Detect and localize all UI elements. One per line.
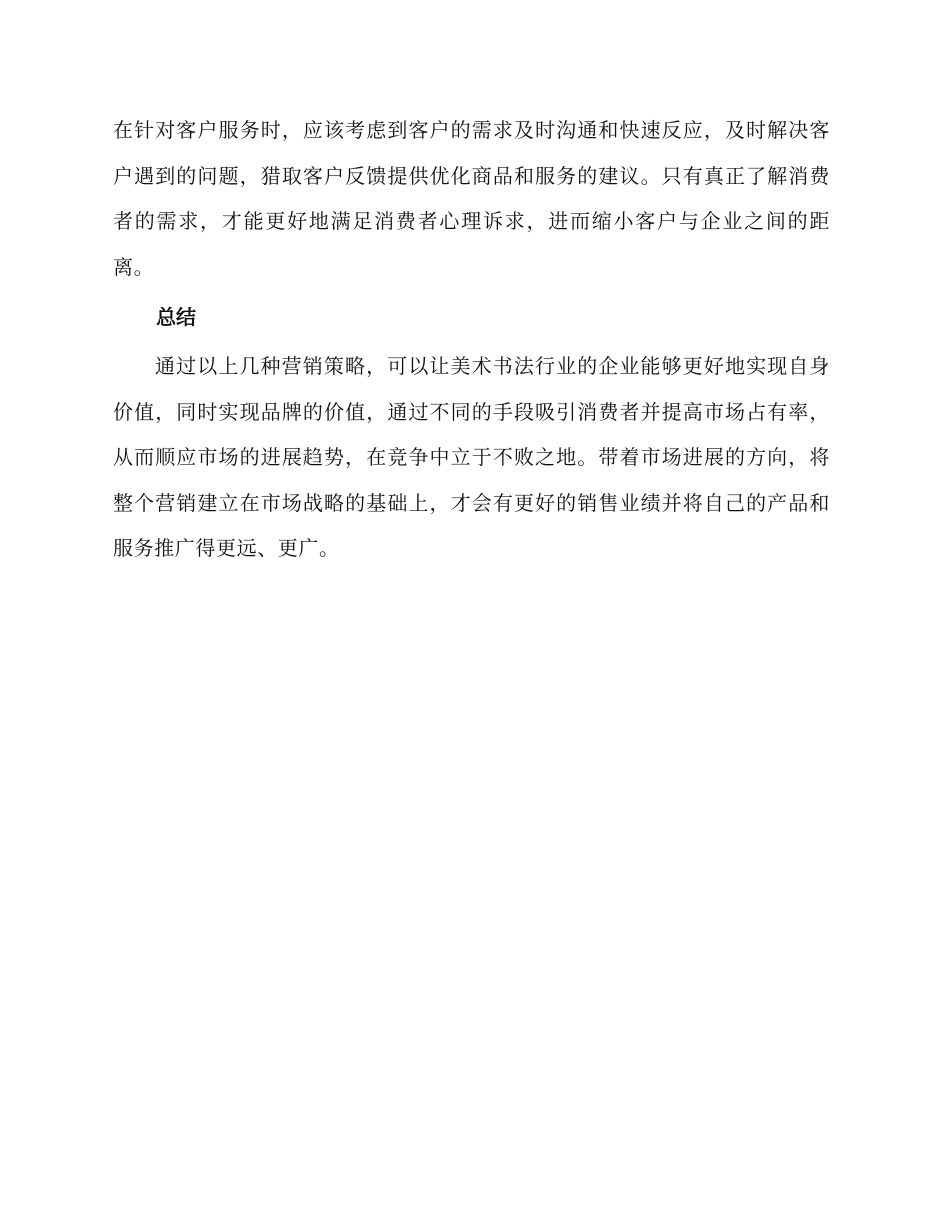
document-body bbox=[113, 108, 830, 572]
paragraph-summary: 通过以上几种营销策略，可以让美术书法行业的企业能够更好地实现自身价值，同时实现品牌的价值，通过不同的手段吸引消费者并提高市场占有率，从而顺应市场的进展趋势，在竞争中立于不败之地。带着市场进展的方向，将整个营销建立在市场战略的基础上，才会有更好的销售业绩并将自己的产品和服务推广得更远、更广。 bbox=[113, 354, 830, 560]
paragraph-customer-service: 在针对客户服务时，应该考虑到客户的需求及时沟通和快速反应，及时解决客户遇到的问题，猎取客户反馈提供优化商品和服务的建议。只有真正了解消费者的需求，才能更好地满足消费者心理诉求，进而缩小客户与企业之间的距离。 bbox=[113, 118, 830, 279]
section-heading-summary: 总结 bbox=[156, 305, 196, 329]
